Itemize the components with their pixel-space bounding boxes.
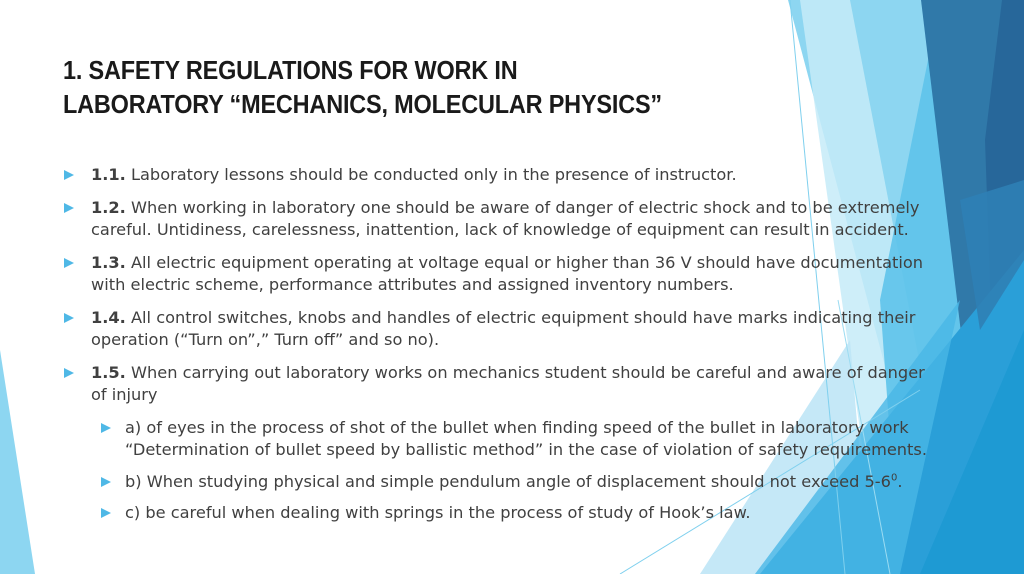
triangle-bullet-icon [101, 508, 111, 518]
item-text: When working in laboratory one should be aware of danger of electric shock and to be extremely [130, 197, 920, 217]
item-number: 1.4. [91, 307, 126, 327]
title-line-1: 1. SAFETY REGULATIONS FOR WORK IN [63, 57, 518, 85]
triangle-bullet-icon [101, 423, 111, 433]
sub-item-text-continued: “Determination of bullet speed by ballistic method” in the case of violation of safety requirements. [125, 440, 927, 459]
sub-item-b [101, 471, 1002, 494]
triangle-bullet-icon [101, 477, 111, 487]
bullet-list [62, 164, 1002, 534]
item-text-continued: of injury [91, 385, 158, 404]
item-text-continued: with electric scheme, performance attributes and assigned inventory numbers. [91, 275, 734, 294]
triangle-bullet-icon [64, 203, 74, 213]
sub-item-c [101, 502, 1002, 525]
triangle-bullet-icon [64, 258, 74, 268]
list-item-1-4 [62, 307, 1002, 352]
sub-item-text: c) be careful when dealing with springs in the process of study of Hook’s law. [125, 503, 751, 522]
sub-item-suffix: . [897, 471, 903, 491]
sub-item-text: b) When studying physical and simple pendulum angle of displacement should not exceed 5-6 [125, 471, 891, 491]
item-text-continued: careful. Untidiness, carelessness, inattention, lack of knowledge of equipment can result in accident. [91, 220, 909, 239]
slide-title [63, 54, 762, 122]
list-item-1-2 [62, 197, 1002, 242]
list-item-1-3 [62, 252, 1002, 297]
title-line-2: LABORATORY “MECHANICS, MOLECULAR PHYSICS” [63, 91, 662, 119]
sub-item-text: a) of eyes in the process of shot of the bullet when finding speed of the bullet in laboratory work [125, 417, 909, 437]
triangle-bullet-icon [64, 368, 74, 378]
list-item-1-5 [62, 362, 1002, 407]
item-number: 1.5. [91, 362, 126, 382]
triangle-bullet-icon [64, 313, 74, 323]
item-number: 1.3. [91, 252, 126, 272]
item-text: All control switches, knobs and handles of electric equipment should have marks indicating their [130, 307, 916, 327]
item-text: Laboratory lessons should be conducted only in the presence of instructor. [130, 165, 737, 184]
item-text-continued: operation (“Turn on”,” Turn off” and so no). [91, 330, 440, 349]
list-item-1-1 [62, 164, 1002, 187]
sub-item-a [101, 417, 1002, 462]
left-facet-shape [0, 350, 35, 574]
item-text: When carrying out laboratory works on mechanics student should be careful and aware of danger [130, 362, 925, 382]
item-text: All electric equipment operating at voltage equal or higher than 36 V should have documentation [130, 252, 924, 272]
item-number: 1.2. [91, 197, 126, 217]
degree-superscript: 0 [890, 472, 898, 484]
triangle-bullet-icon [64, 170, 74, 180]
item-number: 1.1. [91, 165, 126, 184]
